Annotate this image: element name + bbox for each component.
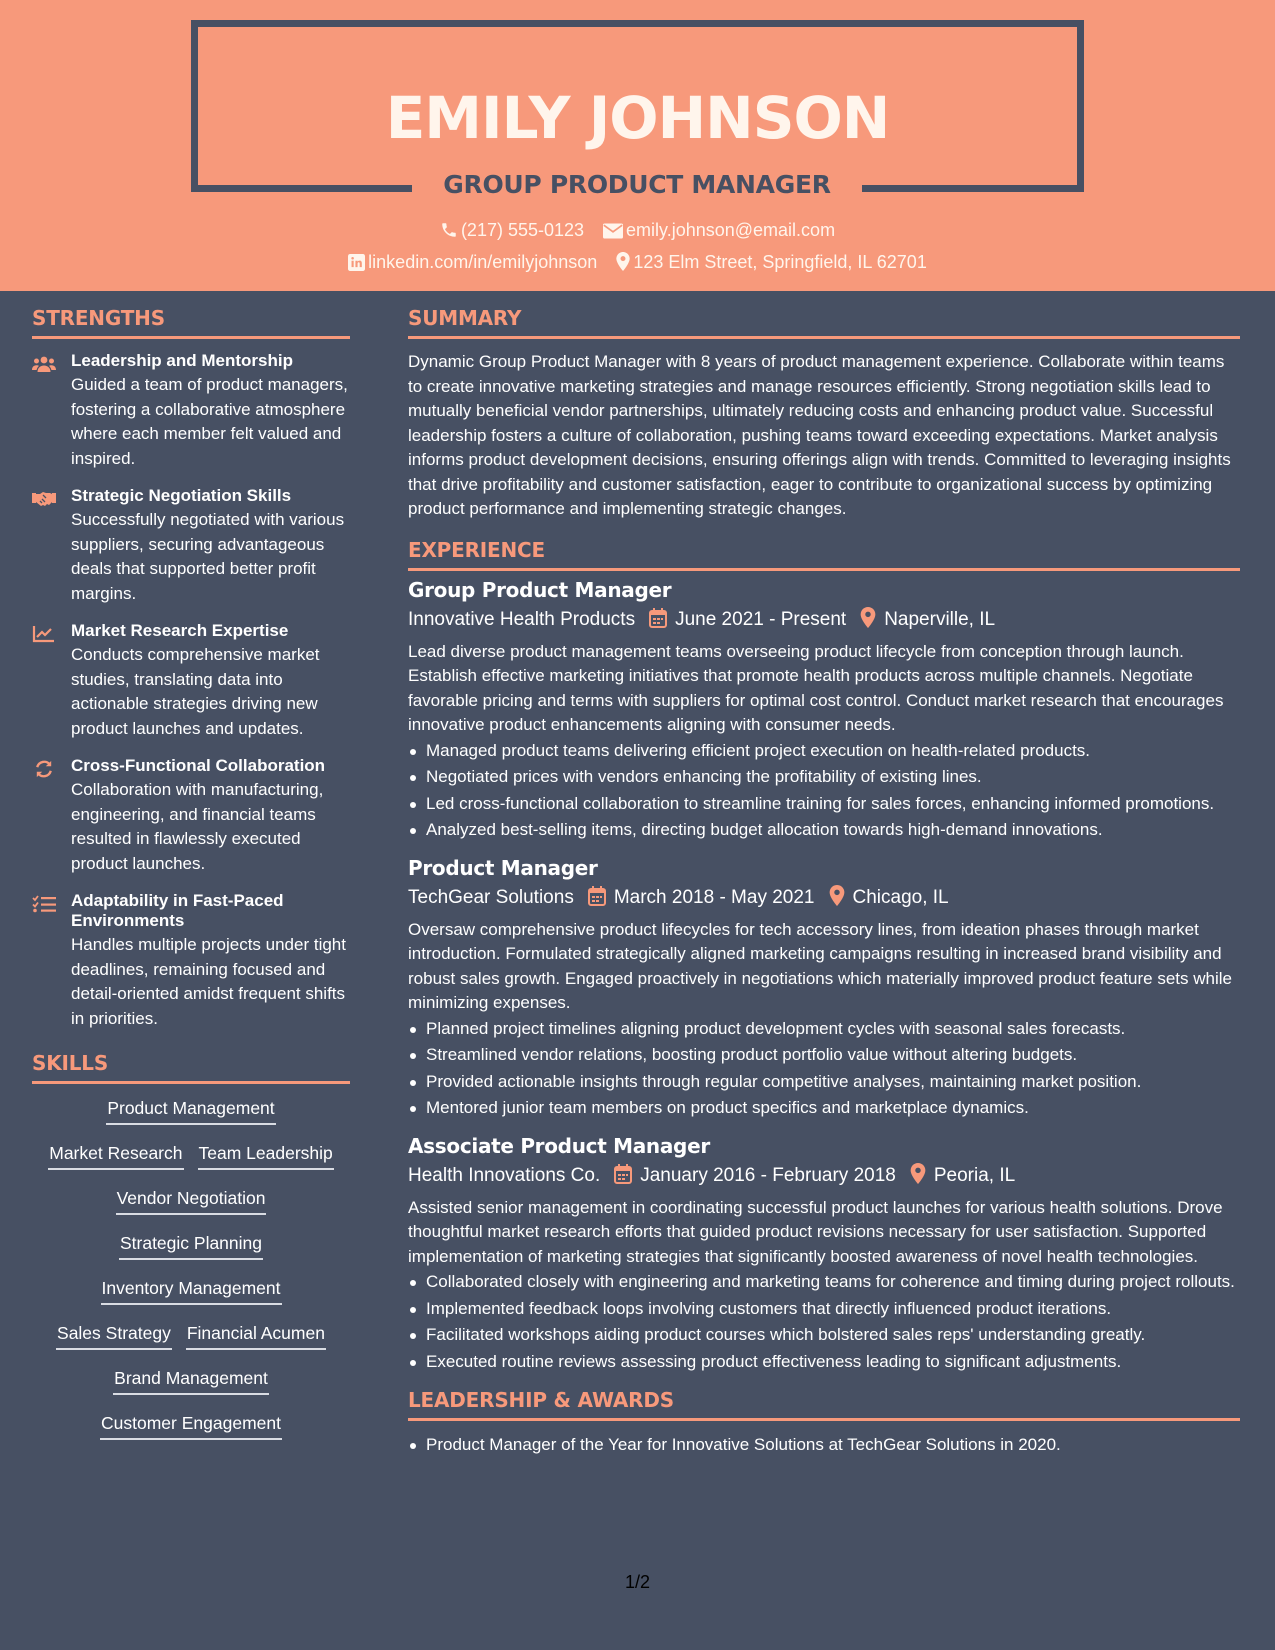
calendar-icon — [588, 886, 606, 906]
strength-desc: Guided a team of product managers, fostering a collaborative atmosphere where each member felt valued and inspired. — [71, 375, 348, 468]
email-contact[interactable] — [603, 220, 835, 241]
skill-row — [32, 1366, 350, 1397]
chart-line-icon — [32, 625, 56, 643]
address-contact — [616, 252, 927, 273]
skill-tag: Inventory Management — [101, 1276, 282, 1305]
job-location: Naperville, IL — [884, 608, 996, 630]
linkedin-contact[interactable] — [348, 252, 597, 273]
list-item: Managed product teams delivering efficient project execution on health-related products. — [408, 739, 1240, 764]
list-item: Planned project timelines aligning product development cycles with seasonal sales forecasts. — [408, 1017, 1240, 1042]
job-description: Lead diverse product management teams overseeing product lifecycle from conception through launch. Establish effective marketing initiatives that promote health products across multiple channels. Negotiate favorable pricing and terms with suppliers for optimal cost control. Conduct market research that encourages innovative product enhancements aligning with consumer needs. — [408, 641, 1224, 734]
company-name: TechGear Solutions — [408, 886, 574, 908]
skill-row — [32, 1231, 350, 1262]
skill-row — [32, 1141, 350, 1172]
skill-row — [32, 1411, 350, 1442]
experience-heading: EXPERIENCE — [408, 538, 1240, 571]
summary-text: Dynamic Group Product Manager with 8 years of product management experience. Collaborate within teams to create innovative marketing strategies and manage resources efficiently. Strong negotiation skills lead to mutually beneficial vendor partnerships, ultimately reducing costs and enhancing product value. Successful leadership fosters a culture of collaboration, pushing teams toward exceeding expectations. Market analysis informs product development decisions, ensuring offerings align with trends. Committed to leveraging insights that drive profitability and customer satisfaction, eager to contribute to organizational success by optimizing product performance and implementing strategic changes. — [408, 352, 1231, 518]
list-item: Provided actionable insights through regular competitive analyses, maintaining market position. — [408, 1070, 1240, 1095]
strength-item — [32, 351, 350, 471]
email-text: emily.johnson@email.com — [626, 220, 836, 240]
phone-contact[interactable] — [440, 220, 584, 241]
list-item: Implemented feedback loops involving customers that directly influenced product iterations. — [408, 1297, 1240, 1322]
strength-title: Adaptability in Fast-Paced Environments — [71, 891, 284, 930]
strength-desc: Handles multiple projects under tight deadlines, remaining focused and detail-oriented amidst frequent shifts in priorities. — [71, 935, 346, 1028]
map-marker-icon — [616, 252, 630, 271]
skill-row — [32, 1186, 350, 1217]
job-entry — [408, 855, 1240, 1121]
job-bullets — [408, 1017, 1240, 1121]
job-meta — [408, 884, 1240, 912]
job-entry — [408, 1133, 1240, 1375]
skill-tag: Financial Acumen — [186, 1321, 326, 1350]
strength-title: Cross-Functional Collaboration — [71, 756, 326, 775]
skills-heading: SKILLS — [32, 1051, 350, 1084]
list-item: Led cross-functional collaboration to streamline training for sales forces, enhancing informed promotions. — [408, 792, 1240, 817]
company-name: Innovative Health Products — [408, 608, 636, 630]
job-location: Chicago, IL — [852, 886, 949, 908]
skill-tag: Vendor Negotiation — [116, 1186, 267, 1215]
skill-tag: Brand Management — [113, 1366, 269, 1395]
job-description: Oversaw comprehensive product lifecycles for tech accessory lines, from ideation phases through market introduction. Formulated strategically aligned marketing campaigns resulting in increased brand visibility and robust sales growth. Engaged proactively in negotiations which materially improved product feature sets while minimizing expenses. — [408, 919, 1232, 1012]
phone-text: (217) 555-0123 — [460, 220, 585, 240]
candidate-title: GROUP PRODUCT MANAGER — [443, 170, 831, 199]
skill-row — [32, 1276, 350, 1307]
skills-list — [32, 1096, 350, 1442]
skill-row — [32, 1321, 350, 1352]
list-item: Analyzed best-selling items, directing budget allocation towards high-demand innovations. — [408, 818, 1240, 843]
address-text: 123 Elm Street, Springfield, IL 62701 — [633, 252, 927, 272]
page-number: 1/2 — [624, 1572, 651, 1592]
list-item: Facilitated workshops aiding product courses which bolstered sales reps' understanding greatly. — [408, 1323, 1240, 1348]
strength-title: Leadership and Mentorship — [71, 351, 293, 370]
map-marker-icon — [860, 607, 876, 628]
strength-item — [32, 486, 350, 606]
list-item: Negotiated prices with vendors enhancing the profitability of existing lines. — [408, 765, 1240, 790]
awards-heading: LEADERSHIP & AWARDS — [408, 1388, 1240, 1421]
phone-icon — [440, 221, 458, 239]
list-item: Product Manager of the Year for Innovative Solutions at TechGear Solutions in 2020. — [408, 1433, 1240, 1458]
linkedin-text: linkedin.com/in/emilyjohnson — [368, 252, 598, 272]
job-entry — [408, 577, 1240, 843]
awards-list — [408, 1433, 1240, 1458]
skill-tag: Sales Strategy — [56, 1321, 172, 1350]
list-item: Collaborated closely with engineering and marketing teams for coherence and timing during project rollouts. — [408, 1270, 1240, 1295]
calendar-icon — [649, 608, 667, 628]
list-item: Mentored junior team members on product specifics and marketplace dynamics. — [408, 1096, 1240, 1121]
job-title: Group Product Manager — [408, 577, 672, 602]
job-meta — [408, 1162, 1240, 1190]
job-meta — [408, 606, 1240, 634]
map-marker-icon — [910, 1163, 926, 1184]
strengths-heading: STRENGTHS — [32, 306, 350, 339]
strength-desc: Collaboration with manufacturing, engineering, and financial teams resulted in flawlessly executed product launches. — [71, 780, 324, 873]
skill-row — [32, 1096, 350, 1127]
contact-row-2 — [0, 252, 1275, 273]
strength-item — [32, 621, 350, 741]
candidate-name: EMILY JOHNSON — [385, 84, 890, 152]
strength-title: Strategic Negotiation Skills — [71, 486, 292, 505]
sync-icon — [32, 760, 56, 778]
linkedin-icon — [348, 254, 365, 271]
left-column — [32, 306, 350, 1456]
job-description: Assisted senior management in coordinating successful product launches for various health solutions. Drove thoughtful market research efforts that guided product revisions necessary for user satisfaction. Supported implementation of marketing strategies that significantly boosted awareness of novel health technologies. — [408, 1197, 1223, 1266]
skill-tag: Customer Engagement — [100, 1411, 282, 1440]
job-title-banner — [412, 168, 862, 202]
job-dates: January 2016 - February 2018 — [640, 1164, 896, 1186]
job-dates: March 2018 - May 2021 — [613, 886, 815, 908]
job-location: Peoria, IL — [933, 1164, 1016, 1186]
strength-item — [32, 756, 350, 876]
company-name: Health Innovations Co. — [408, 1164, 601, 1186]
envelope-icon — [603, 223, 623, 239]
strength-title: Market Research Expertise — [71, 621, 289, 640]
summary-heading: SUMMARY — [408, 306, 1240, 339]
resume-header — [0, 0, 1275, 291]
right-column — [408, 306, 1240, 1460]
job-bullets — [408, 739, 1240, 843]
strength-item — [32, 891, 350, 1031]
strength-desc: Successfully negotiated with various suppliers, securing advantageous deals that supported better profit margins. — [71, 510, 345, 603]
strength-desc: Conducts comprehensive market studies, translating data into actionable strategies driving new product launches and updates. — [71, 645, 320, 738]
job-title: Associate Product Manager — [408, 1133, 710, 1158]
job-bullets — [408, 1270, 1240, 1374]
users-icon — [32, 355, 56, 373]
list-item: Executed routine reviews assessing product effectiveness leading to significant adjustments. — [408, 1350, 1240, 1375]
contact-row-1 — [0, 220, 1275, 241]
list-item: Streamlined vendor relations, boosting product portfolio value without altering budgets. — [408, 1043, 1240, 1068]
skill-tag: Team Leadership — [198, 1141, 334, 1170]
job-dates: June 2021 - Present — [675, 608, 847, 630]
handshake-icon — [32, 490, 56, 508]
list-check-icon — [32, 895, 56, 913]
name-frame — [191, 20, 1084, 192]
skill-tag: Product Management — [106, 1096, 275, 1125]
job-title: Product Manager — [408, 855, 598, 880]
calendar-icon — [614, 1164, 632, 1184]
skill-tag: Strategic Planning — [119, 1231, 263, 1260]
map-marker-icon — [829, 885, 845, 906]
skill-tag: Market Research — [48, 1141, 183, 1170]
